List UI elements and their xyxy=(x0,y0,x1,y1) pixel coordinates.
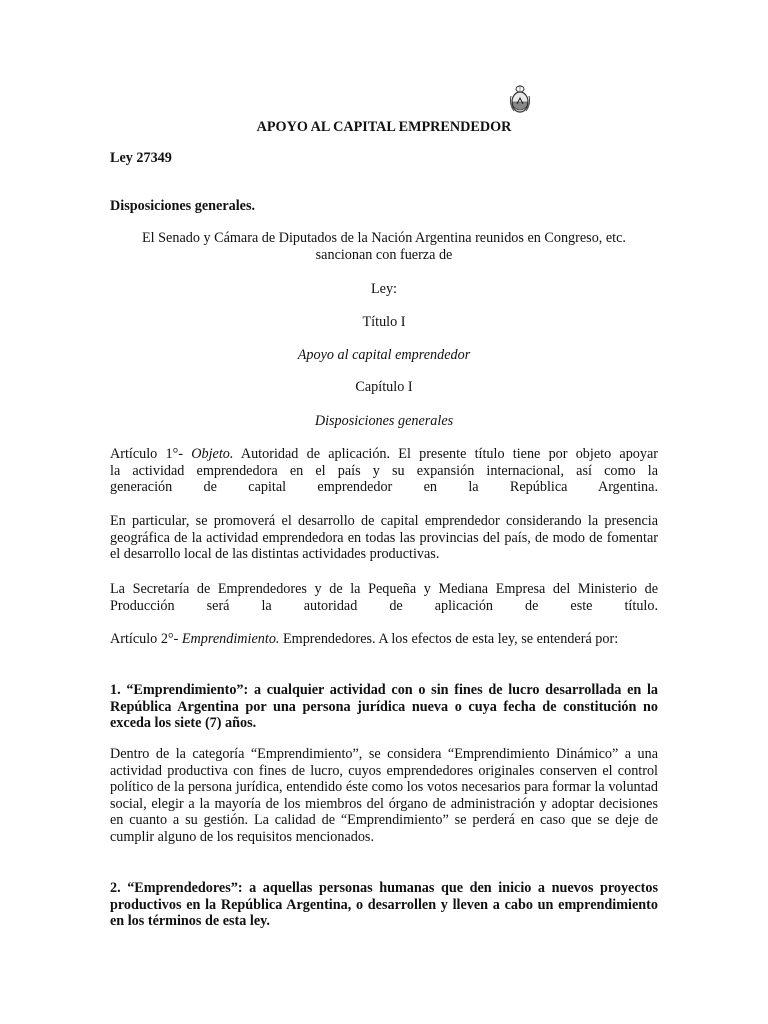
law-heading: Ley: xyxy=(371,281,397,297)
article-1 xyxy=(110,446,658,496)
paragraph-dinamico: Dentro de la categoría “Emprendimiento”, se considera “Emprendimiento Dinámico” a una actividad productiva con fines de lucro, cuyos emprendedores originales conserven el control político de la persona jurídica, entendido éste como los votos necesarios para formar la voluntad social, elegir a la mayoría de los miembros del órgano de administración y adoptar decisiones en cuanto a su gestión. La calidad de “Emprendimiento” se perderá en caso que se deje de cumplir alguno de los requisitos mencionados. xyxy=(110,746,658,845)
coat-of-arms-icon xyxy=(509,84,531,116)
paragraph-secretaria xyxy=(110,581,658,614)
title-heading: Título I xyxy=(362,314,406,330)
article-1-lead: Artículo 1°- xyxy=(110,446,192,462)
article-2-emprendimiento: Emprendimiento. xyxy=(181,631,280,647)
article-2-lead: Artículo 2°- xyxy=(110,631,182,647)
law-number: Ley 27349 xyxy=(110,150,172,166)
article-1-text-1: Autoridad de aplicación. El presente título tiene por objeto apoyar xyxy=(233,446,658,462)
chapter-heading: Capítulo I xyxy=(355,379,413,395)
article-1-line-2: la actividad emprendedora en el país y su expansión internacional, así como la xyxy=(110,462,658,479)
preamble-line-1: El Senado y Cámara de Diputados de la Nación Argentina reunidos en Congreso, etc. xyxy=(142,230,626,246)
article-1-objeto: Objeto. xyxy=(191,446,234,462)
paragraph-secretaria-line-1: La Secretaría de Emprendedores y de la Pequeña y Mediana Empresa del Ministerio de xyxy=(110,581,658,597)
preamble xyxy=(110,230,658,263)
general-provisions-heading: Disposiciones generales. xyxy=(110,198,256,214)
article-2 xyxy=(110,631,658,648)
definition-2: 2. “Emprendedores”: a aquellas personas humanas que den inicio a nuevos proyectos productivos en la República Argentina, o desarrollen y lleven a cabo un emprendimiento en los términos de esta ley. xyxy=(110,880,658,930)
document-title: APOYO AL CAPITAL EMPRENDEDOR xyxy=(256,119,512,135)
preamble-line-2: sancionan con fuerza de xyxy=(315,246,453,263)
paragraph-secretaria-line-2: Producción será la autoridad de aplicación de este título. xyxy=(110,597,658,614)
article-1-line-3: generación de capital emprendedor en la República Argentina. xyxy=(110,479,658,496)
chapter-name: Disposiciones generales xyxy=(314,413,454,429)
article-1-line-1 xyxy=(110,446,658,463)
article-2-text: Emprendedores. A los efectos de esta ley, se entenderá por: xyxy=(279,631,619,647)
paragraph-particular: En particular, se promoverá el desarrollo de capital emprendedor considerando la presencia geográfica de la actividad emprendedora en todas las provincias del país, de modo de fomentar el desarrollo local de las distintas actividades productivas. xyxy=(110,513,658,563)
definition-1: 1. “Emprendimiento”: a cualquier actividad con o sin fines de lucro desarrollada en la República Argentina por una persona jurídica nueva o cuya fecha de constitución no exceda los siete (7) años. xyxy=(110,682,658,732)
title-name: Apoyo al capital emprendedor xyxy=(297,347,471,363)
